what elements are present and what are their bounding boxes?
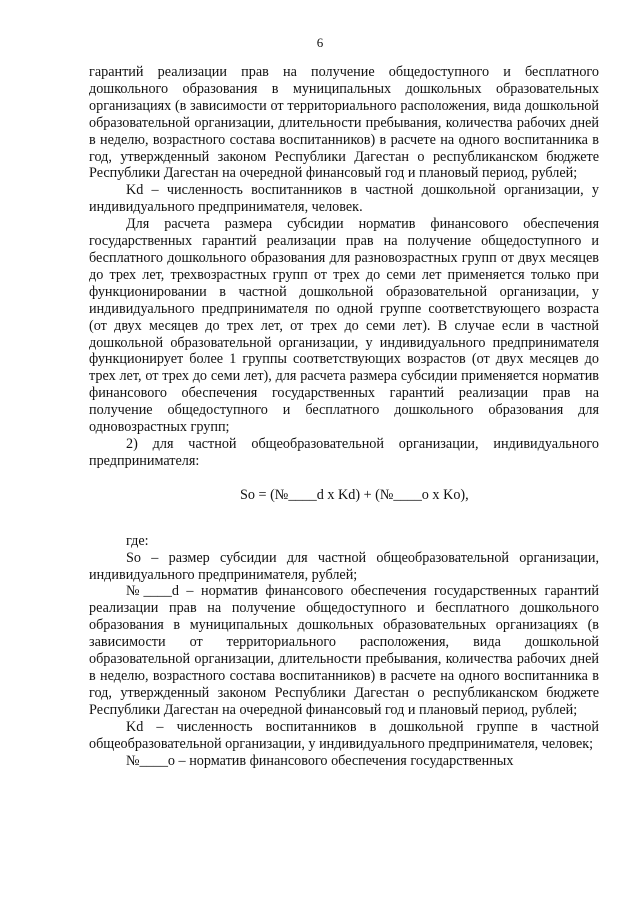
paragraph-nd-definition: №____d – норматив финансового обеспечения государственных гарантий реализации прав на получение общедоступного и бесплатного дошкольного образования в муниципальных дошкольных образовательных организациях (в зависимости от территориального расположения, вида дошкольной образовательной организации, длительности пребывания, количества рабочих дней в неделю, возрастного состава воспитанников) в расчете на одного воспитанника в год, утвержденный законом Республики Дагестан о республиканском бюджете Республики Дагестан на очередной финансовый год и плановый период, рублей; bbox=[89, 583, 599, 718]
paragraph-kd-group-definition: Kd – численность воспитанников в дошкольной группе в частной общеобразовательной организации, у индивидуального предпринимателя, человек; bbox=[89, 718, 599, 752]
paragraph-norm-continuation: гарантий реализации прав на получение общедоступного и бесплатного дошкольного образования в муниципальных дошкольных образовательных организациях (в зависимости от территориального расположения, вида дошкольной образовательной организации, длительности пребывания, количества рабочих дней в неделю, возрастного состава воспитанников) в расчете на одного воспитанника в год, утвержденный законом Республики Дагестан о республиканском бюджете Республики Дагестан на очередной финансовый год и плановый период, рублей; bbox=[89, 64, 599, 182]
subsidy-formula: So = (№____d x Kd) + (№____o x Ko), bbox=[240, 486, 469, 503]
paragraph-kd-definition: Kd – численность воспитанников в частной дошкольной организации, у индивидуального предпринимателя, человек. bbox=[89, 182, 599, 216]
document-body bbox=[89, 64, 599, 769]
paragraph-no-definition: №____o – норматив финансового обеспечения государственных bbox=[126, 752, 514, 769]
paragraph-so-definition: So – размер субсидии для частной общеобразовательной организации, индивидуального предпринимателя, рублей; bbox=[89, 549, 599, 583]
paragraph-calculation-rule: Для расчета размера субсидии норматив финансового обеспечения государственных гарантий реализации прав на получение общедоступного и бесплатного дошкольного образования для разновозрастных групп от двух месяцев до трех лет, трехвозрастных групп от трех до семи лет применяется только при функционировании в частной дошкольной образовательной организации, у индивидуального предпринимателя по одной группе соответствующего возраста (от двух месяцев до трех лет, от трех до семи лет). В случае если в частной дошкольной образовательной организации, у индивидуального предпринимателя функционирует более 1 группы соответствующих возрастов (от двух месяцев до трех лет, от трех до семи лет), для расчета размера субсидии применяется норматив финансового обеспечения государственных гарантий реализации прав на получение общедоступного и бесплатного дошкольного образования для одновозрастных групп; bbox=[89, 216, 599, 436]
page-number: 6 bbox=[316, 35, 324, 50]
paragraph-item-2: 2) для частной общеобразовательной организации, индивидуального предпринимателя: bbox=[89, 435, 599, 469]
paragraph-where: где: bbox=[126, 532, 149, 549]
